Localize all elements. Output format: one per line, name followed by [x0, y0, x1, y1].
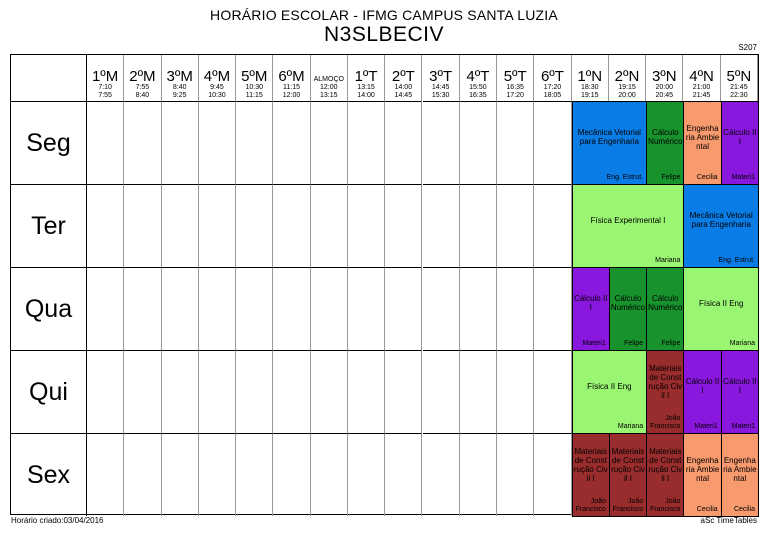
lesson-teacher: Cecilia — [696, 174, 718, 181]
day-label: Ter — [11, 184, 87, 267]
lesson-card — [646, 101, 684, 185]
time-slot — [124, 184, 161, 267]
period-end-time: 18:05 — [543, 92, 562, 99]
time-slot — [460, 350, 497, 433]
period-name: 1ºM — [91, 68, 119, 85]
time-slot — [311, 433, 348, 516]
lesson-subject: Materiais de Construção Civil I — [573, 447, 608, 483]
lesson-card — [572, 433, 610, 517]
lesson-subject: Engenharia Ambiental — [685, 455, 720, 483]
time-slot — [162, 267, 199, 350]
period-header — [273, 55, 310, 101]
period-end-time: 8:40 — [135, 92, 150, 99]
time-slot — [534, 184, 571, 267]
time-slot — [423, 267, 460, 350]
time-slot — [385, 267, 422, 350]
period-header — [572, 55, 609, 101]
period-end-time: 20:00 — [618, 92, 636, 99]
period-end-time: 19:15 — [580, 92, 599, 99]
time-slot — [348, 267, 385, 350]
lesson-card — [646, 267, 684, 351]
lesson-teacher: João Francisco — [575, 498, 606, 513]
period-name: 5ºN — [726, 68, 752, 85]
time-slot — [311, 350, 348, 433]
period-start-time: 13:15 — [357, 84, 375, 91]
time-slot — [162, 350, 199, 433]
period-name: 2ºM — [129, 68, 156, 85]
lesson-subject: Cálculo Numérico — [648, 294, 683, 312]
time-slot — [162, 101, 199, 184]
time-slot — [423, 101, 460, 184]
time-slot — [162, 184, 199, 267]
lesson-subject: Cálculo Numérico — [648, 128, 683, 146]
lesson-teacher: Materi1 — [582, 340, 606, 347]
time-slot — [162, 433, 199, 516]
time-slot — [124, 433, 161, 516]
time-slot — [423, 184, 460, 267]
lesson-teacher: Materi1 — [731, 423, 755, 430]
lesson-card — [683, 267, 759, 351]
time-slot — [273, 350, 310, 433]
time-slot — [124, 101, 161, 184]
time-slot — [534, 350, 571, 433]
lesson-subject: Engenharia Ambiental — [723, 455, 757, 483]
period-name: 1ºT — [354, 68, 378, 85]
created-date: Horário criado:03/04/2016 — [11, 516, 104, 525]
period-header — [87, 55, 124, 101]
time-slot — [534, 267, 571, 350]
period-header — [348, 55, 385, 101]
period-header — [162, 55, 199, 101]
period-header — [609, 55, 646, 101]
time-slot — [199, 433, 236, 516]
lesson-teacher: João Francisco — [612, 498, 644, 513]
lesson-subject: Mecânica Vetorial para Engenharia — [689, 211, 753, 229]
time-slot — [497, 101, 534, 184]
time-slot — [311, 267, 348, 350]
period-header — [721, 55, 758, 101]
lesson-subject: Engenharia Ambiental — [685, 123, 720, 151]
period-start-time: 18:30 — [580, 84, 599, 91]
period-end-time: 16:35 — [469, 92, 487, 99]
lesson-subject: Cálculo III — [685, 377, 720, 395]
time-slot — [236, 433, 273, 516]
time-slot — [385, 101, 422, 184]
period-header — [497, 55, 534, 101]
period-name: 3ºN — [651, 68, 677, 85]
lesson-teacher: Cecilia — [733, 506, 755, 513]
lesson-subject: Cálculo III — [723, 128, 757, 146]
period-name: 4ºT — [466, 68, 490, 85]
time-slot — [273, 101, 310, 184]
lesson-teacher: Mariana — [617, 423, 644, 430]
time-slot — [124, 350, 161, 433]
time-slot — [87, 101, 124, 184]
corner-cell — [11, 55, 87, 101]
period-start-time: 21:45 — [730, 84, 748, 91]
period-name: ALMOÇO — [313, 76, 344, 83]
time-slot — [460, 184, 497, 267]
period-end-time: 7:55 — [98, 92, 112, 99]
period-name: 2ºT — [391, 68, 415, 85]
lesson-card — [721, 433, 759, 517]
time-slot — [311, 184, 348, 267]
period-end-time: 22:30 — [730, 92, 748, 99]
time-slot — [385, 184, 422, 267]
lesson-card — [572, 101, 648, 185]
period-end-time: 14:00 — [357, 92, 375, 99]
period-header — [683, 55, 720, 101]
lesson-teacher: João Francisco — [650, 498, 681, 513]
day-label: Qui — [11, 350, 87, 433]
period-name: 5ºM — [241, 68, 268, 85]
period-start-time: 16:35 — [506, 84, 524, 91]
period-name: 6ºT — [540, 68, 564, 85]
time-slot — [348, 101, 385, 184]
lesson-card — [646, 350, 684, 434]
lesson-teacher: Cecilia — [696, 506, 718, 513]
period-header — [124, 55, 161, 101]
lesson-subject: Cálculo III — [723, 377, 757, 395]
lesson-subject: Física Experimental I — [590, 215, 666, 225]
time-slot — [311, 101, 348, 184]
time-slot — [87, 350, 124, 433]
time-slot — [273, 433, 310, 516]
lesson-card — [721, 101, 759, 185]
period-name: 6ºM — [278, 68, 305, 85]
period-name: 1ºN — [577, 68, 603, 85]
lesson-card — [572, 184, 685, 268]
lesson-subject: Materiais de Construção Civil I — [648, 447, 683, 483]
lesson-teacher: Mariana — [729, 340, 755, 347]
period-start-time: 15:50 — [469, 84, 487, 91]
time-slot — [199, 184, 236, 267]
period-end-time: 15:30 — [431, 92, 450, 99]
lesson-subject: Mecânica Vetorial para Engenharia — [577, 128, 641, 146]
time-slot — [423, 350, 460, 433]
day-label: Seg — [11, 101, 87, 184]
lesson-subject: Materiais de Construção Civil I — [648, 364, 683, 400]
day-label: Sex — [11, 433, 87, 516]
time-slot — [199, 350, 236, 433]
time-slot — [460, 267, 497, 350]
lesson-card — [683, 433, 721, 517]
period-start-time: 14:45 — [431, 84, 450, 91]
software-credit: aSc TimeTables — [700, 516, 757, 525]
period-end-time: 12:00 — [282, 92, 301, 99]
period-end-time: 14:45 — [394, 92, 413, 99]
period-header — [646, 55, 683, 101]
lesson-teacher: Materi1 — [694, 423, 718, 430]
period-name: 2ºN — [614, 68, 640, 85]
timetable-grid — [10, 54, 759, 515]
lesson-subject: Física II Eng — [698, 298, 744, 308]
period-start-time: 19:15 — [618, 84, 636, 91]
lesson-teacher: Mariana — [655, 257, 681, 264]
time-slot — [534, 101, 571, 184]
lesson-teacher: Materi1 — [731, 174, 755, 181]
time-slot — [199, 267, 236, 350]
lesson-teacher: Felipe — [661, 340, 681, 347]
lesson-card — [646, 433, 684, 517]
lesson-card — [683, 101, 721, 185]
period-start-time: 7:10 — [98, 84, 112, 91]
time-slot — [273, 184, 310, 267]
time-slot — [348, 184, 385, 267]
lesson-card — [572, 350, 648, 434]
period-header — [534, 55, 571, 101]
period-start-time: 11:15 — [283, 84, 300, 91]
period-header — [460, 55, 497, 101]
time-slot — [87, 184, 124, 267]
lesson-teacher: Felipe — [624, 340, 644, 347]
time-slot — [497, 267, 534, 350]
lesson-subject: Física II Eng — [587, 381, 632, 391]
lesson-teacher: Eng. Estrut. — [718, 257, 755, 264]
lesson-subject: Cálculo Numérico — [610, 294, 646, 312]
time-slot — [236, 101, 273, 184]
period-name: 5ºT — [503, 68, 527, 85]
time-slot — [423, 433, 460, 516]
time-slot — [87, 267, 124, 350]
period-name: 4ºM — [203, 68, 231, 85]
period-end-time: 10:30 — [208, 92, 226, 99]
period-start-time: 8:40 — [172, 84, 187, 91]
time-slot — [124, 267, 161, 350]
period-name: 3ºT — [429, 68, 453, 85]
room-label: S207 — [738, 43, 757, 52]
time-slot — [236, 350, 273, 433]
time-slot — [497, 184, 534, 267]
time-slot — [87, 433, 124, 516]
period-header — [423, 55, 460, 101]
class-name: N3SLBECIV — [323, 23, 445, 46]
period-header — [385, 55, 422, 101]
period-start-time: 12:00 — [320, 84, 338, 91]
period-start-time: 10:30 — [245, 84, 263, 91]
lesson-teacher: João Francisco — [650, 415, 681, 430]
time-slot — [236, 184, 273, 267]
period-header — [236, 55, 273, 101]
lesson-card — [683, 184, 759, 268]
time-slot — [236, 267, 273, 350]
time-slot — [385, 350, 422, 433]
time-slot — [534, 433, 571, 516]
lesson-teacher: Eng. Estrut. — [606, 174, 644, 181]
period-start-time: 9:45 — [210, 84, 224, 91]
time-slot — [348, 433, 385, 516]
page-title: HORÁRIO ESCOLAR - IFMG CAMPUS SANTA LUZIA — [210, 7, 558, 23]
period-start-time: 7:55 — [135, 84, 150, 91]
time-slot — [273, 267, 310, 350]
day-label: Qua — [11, 267, 87, 350]
period-start-time: 20:00 — [655, 84, 674, 91]
period-header — [199, 55, 236, 101]
period-start-time: 21:00 — [692, 84, 711, 91]
lesson-subject: Cálculo III — [574, 294, 608, 312]
period-end-time: 20:45 — [655, 92, 674, 99]
lesson-card — [609, 433, 647, 517]
period-name: 3ºM — [166, 68, 193, 85]
lesson-subject: Materiais de Construção Civil I — [611, 447, 645, 483]
time-slot — [199, 101, 236, 184]
time-slot — [348, 350, 385, 433]
period-start-time: 14:00 — [394, 84, 413, 91]
time-slot — [385, 433, 422, 516]
period-start-time: 17:20 — [543, 84, 562, 91]
lesson-card — [609, 267, 647, 351]
time-slot — [460, 101, 497, 184]
lesson-card — [572, 267, 610, 351]
lesson-teacher: Felipe — [661, 174, 681, 181]
time-slot — [460, 433, 497, 516]
period-end-time: 13:15 — [320, 92, 338, 99]
period-end-time: 11:15 — [245, 92, 263, 99]
period-end-time: 21:45 — [692, 92, 711, 99]
period-header — [311, 55, 348, 101]
period-end-time: 17:20 — [506, 92, 524, 99]
time-slot — [497, 433, 534, 516]
lesson-card — [721, 350, 759, 434]
period-name: 4ºN — [689, 68, 714, 85]
time-slot — [497, 350, 534, 433]
period-end-time: 9:25 — [172, 92, 187, 99]
lesson-card — [683, 350, 721, 434]
